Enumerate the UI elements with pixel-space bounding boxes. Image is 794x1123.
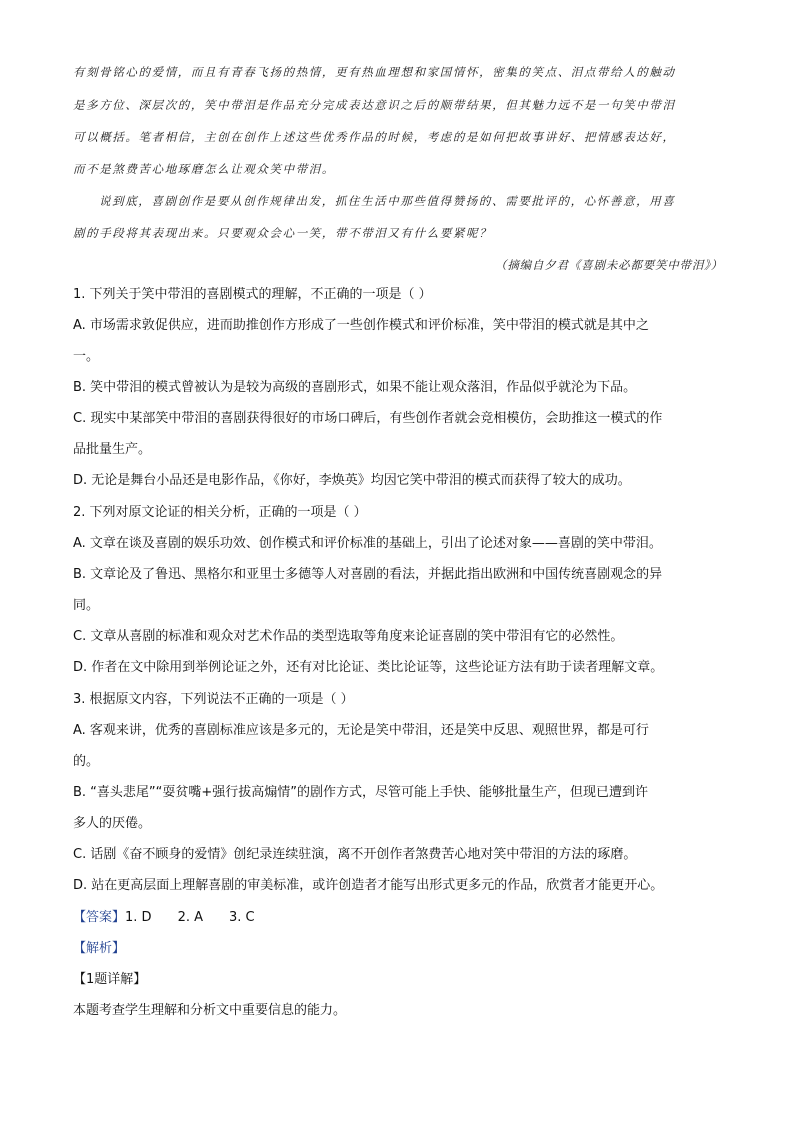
answer-1: 1. D — [125, 910, 152, 925]
option-d: D. 无论是舞台小品还是电影作品，《你好，李焕英》均因它笑中带泪的模式而获得了较大的成功。 — [73, 473, 631, 488]
question-stem: 2. 下列对原文论证的相关分析，正确的一项是（ ） — [73, 505, 367, 520]
option-c: C. 话剧《奋不顾身的爱情》创纪录连续驻演，离不开创作者煞费苦心地对笑中带泪的方法的琢磨。 — [73, 847, 637, 862]
option-a: A. 客观来讲，优秀的喜剧标准应该是多元的，无论是笑中带泪，还是笑中反思、观照世界，都是可行 — [73, 723, 649, 738]
analysis-label: 【解析】 — [73, 941, 126, 956]
passage-line: 可以概括。笔者相信，主创在创作上述这些优秀作品的时候，考虑的是如何把故事讲好、把情感表达好， — [73, 130, 676, 144]
option-a-continued: 的。 — [73, 754, 100, 769]
passage-line: 剧的手段将其表现出来。只要观众会心一笑，带不带泪又有什么要紧呢？ — [73, 226, 493, 240]
passage-line: 有刻骨铭心的爱情，而且有青春飞扬的热情，更有热血理想和家国情怀，密集的笑点、泪点带给人的触动 — [73, 65, 676, 79]
option-b: B. “喜头悲尾”“耍贫嘴+强行拔高煽情”的剧作方式，尽管可能上手快、能够批量生产，但现已遭到许 — [73, 785, 649, 800]
option-d: D. 作者在文中除用到举例论证之外，还有对比论证、类比论证等，这些论证方法有助于读者理解文章。 — [73, 660, 664, 675]
option-b: B. 笑中带泪的模式曾被认为是较为高级的喜剧形式，如果不能让观众落泪，作品似乎就沦为下品。 — [73, 380, 637, 395]
option-d: D. 站在更高层面上理解喜剧的审美标准，或许创造者才能写出形式更多元的作品，欣赏者才能更开心。 — [73, 878, 664, 893]
passage-line: 是多方位、深层次的，笑中带泪是作品充分完成表达意识之后的顺带结果，但其魅力远不是一句笑中带泪 — [73, 98, 676, 112]
option-a-continued: 一。 — [73, 349, 100, 364]
passage-line: 而不是煞费苦心地琢磨怎么让观众笑中带泪。 — [73, 162, 335, 176]
option-b: B. 文章论及了鲁迅、黑格尔和亚里士多德等人对喜剧的看法，并据此指出欧洲和中国传统喜剧观念的异 — [73, 567, 663, 582]
detail-label: 【1题详解】 — [73, 972, 147, 987]
question-stem: 3. 根据原文内容，下列说法不正确的一项是（ ） — [73, 692, 354, 707]
passage-source: （摘编自夕君《喜剧未必都要笑中带泪》） — [495, 258, 723, 272]
option-b-continued: 多人的厌倦。 — [73, 816, 152, 831]
answer-2: 2. A — [177, 910, 203, 925]
answer-label: 【答案】 — [73, 910, 126, 925]
option-a: A. 市场需求敦促供应，进而助推创作方形成了一些创作模式和评价标准，笑中带泪的模式就是其中之 — [73, 318, 649, 333]
option-b-continued: 同。 — [73, 598, 100, 613]
option-c: C. 文章从喜剧的标准和观众对艺术作品的类型选取等角度来论证喜剧的笑中带泪有它的必然性。 — [73, 629, 624, 644]
option-a: A. 文章在谈及喜剧的娱乐功效、创作模式和评价标准的基础上，引出了论述对象——喜剧的笑中带泪。 — [73, 536, 662, 551]
option-c: C. 现实中某部笑中带泪的喜剧获得很好的市场口碑后，有些创作者就会竞相模仿，会助推这一模式的作 — [73, 411, 663, 426]
option-c-continued: 品批量生产。 — [73, 442, 152, 457]
detail-text: 本题考查学生理解和分析文中重要信息的能力。 — [73, 1003, 347, 1018]
answer-3: 3. C — [229, 910, 255, 925]
question-stem: 1. 下列关于笑中带泪的喜剧模式的理解，不正确的一项是（ ） — [73, 287, 432, 302]
passage-line: 说到底，喜剧创作是要从创作规律出发，抓住生活中那些值得赞扬的、需要批评的，心怀善意，用喜 — [99, 194, 676, 208]
